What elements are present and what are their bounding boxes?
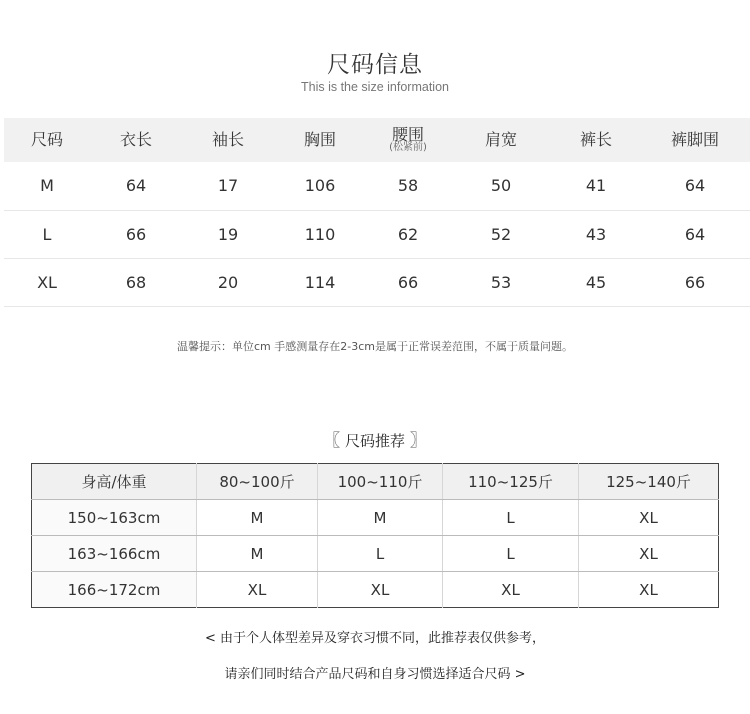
table-cell: 50: [450, 162, 552, 210]
table-cell: M: [318, 500, 443, 536]
table-cell: XL: [4, 258, 90, 306]
recommend-table: [31, 463, 719, 608]
table-row: [4, 210, 750, 258]
table-cell: 53: [450, 258, 552, 306]
table-cell: 58: [366, 162, 450, 210]
table-cell: M: [197, 536, 318, 572]
table-row: [4, 162, 750, 210]
table-cell: 110: [274, 210, 366, 258]
header-pants-length: 裤长: [552, 118, 640, 162]
table-cell: L: [4, 210, 90, 258]
table-cell: 66: [366, 258, 450, 306]
table-cell: XL: [639, 580, 658, 599]
header-height-weight: 身高/体重: [32, 464, 197, 500]
table-cell: 17: [182, 162, 274, 210]
size-table: [4, 118, 750, 307]
height-range-cell: 166~172cm: [32, 572, 197, 608]
table-cell: M: [197, 500, 318, 536]
table-row: [32, 572, 719, 608]
header-size: 尺码: [4, 118, 90, 162]
header-sleeve: 袖长: [182, 118, 274, 162]
table-cell: 114: [274, 258, 366, 306]
table-cell: 20: [182, 258, 274, 306]
header-length: 衣长: [90, 118, 182, 162]
table-cell: 64: [640, 162, 750, 210]
header-waist-label: 腰围: [391, 124, 424, 144]
table-cell: L: [443, 500, 579, 536]
header-weight-range: 125~140斤: [579, 464, 719, 500]
header-waist-note: (松紧前): [389, 141, 427, 153]
header-weight-range: 110~125斤: [443, 464, 579, 500]
footer-note-line1: < 由于个人体型差异及穿衣习惯不同，此推荐表仅供参考，: [204, 631, 546, 646]
footer-note-line2: 请亲们同时结合产品尺码和自身习惯选择适合尺码 >: [224, 667, 526, 682]
header-chest: 胸围: [274, 118, 366, 162]
table-cell: 45: [552, 258, 640, 306]
table-row: [32, 500, 719, 536]
table-cell: 66: [640, 258, 750, 306]
table-row: [4, 258, 750, 306]
table-cell: XL: [318, 572, 443, 608]
table-cell: L: [318, 536, 443, 572]
header-hem: 裤脚围: [640, 118, 750, 162]
table-cell: 68: [90, 258, 182, 306]
size-table-header-row: [4, 118, 750, 162]
header-weight-range: 100~110斤: [318, 464, 443, 500]
table-cell: M: [4, 162, 90, 210]
table-row: [32, 536, 719, 572]
table-cell: 64: [90, 162, 182, 210]
measurement-tip: 温馨提示：单位cm 手感测量存在2-3cm是属于正常误差范围，不属于质量问题。: [177, 340, 573, 353]
recommend-title: [0, 426, 750, 451]
table-cell: 19: [182, 210, 274, 258]
table-cell: 106: [274, 162, 366, 210]
table-cell: XL: [197, 572, 318, 608]
recommend-header-row: [32, 464, 719, 500]
table-cell: 66: [90, 210, 182, 258]
height-range-cell: 163~166cm: [32, 536, 197, 572]
table-cell: L: [443, 536, 579, 572]
header-weight-range: 80~100斤: [197, 464, 318, 500]
header-waist: [366, 118, 450, 162]
table-cell: 64: [640, 210, 750, 258]
table-cell: 41: [552, 162, 640, 210]
recommend-bracket-left: 〖: [323, 431, 341, 451]
page-subtitle: This is the size information: [301, 80, 449, 94]
header-shoulder: 肩宽: [450, 118, 552, 162]
recommend-title-text: 尺码推荐: [344, 432, 405, 450]
table-cell: XL: [579, 500, 719, 536]
table-cell: XL: [443, 572, 579, 608]
table-cell: 62: [366, 210, 450, 258]
height-range-cell: 150~163cm: [32, 500, 197, 536]
table-cell: 43: [552, 210, 640, 258]
recommend-bracket-right: 〗: [409, 431, 427, 451]
table-cell: XL: [579, 536, 719, 572]
table-cell: 52: [450, 210, 552, 258]
page-title: 尺码信息: [327, 52, 423, 78]
